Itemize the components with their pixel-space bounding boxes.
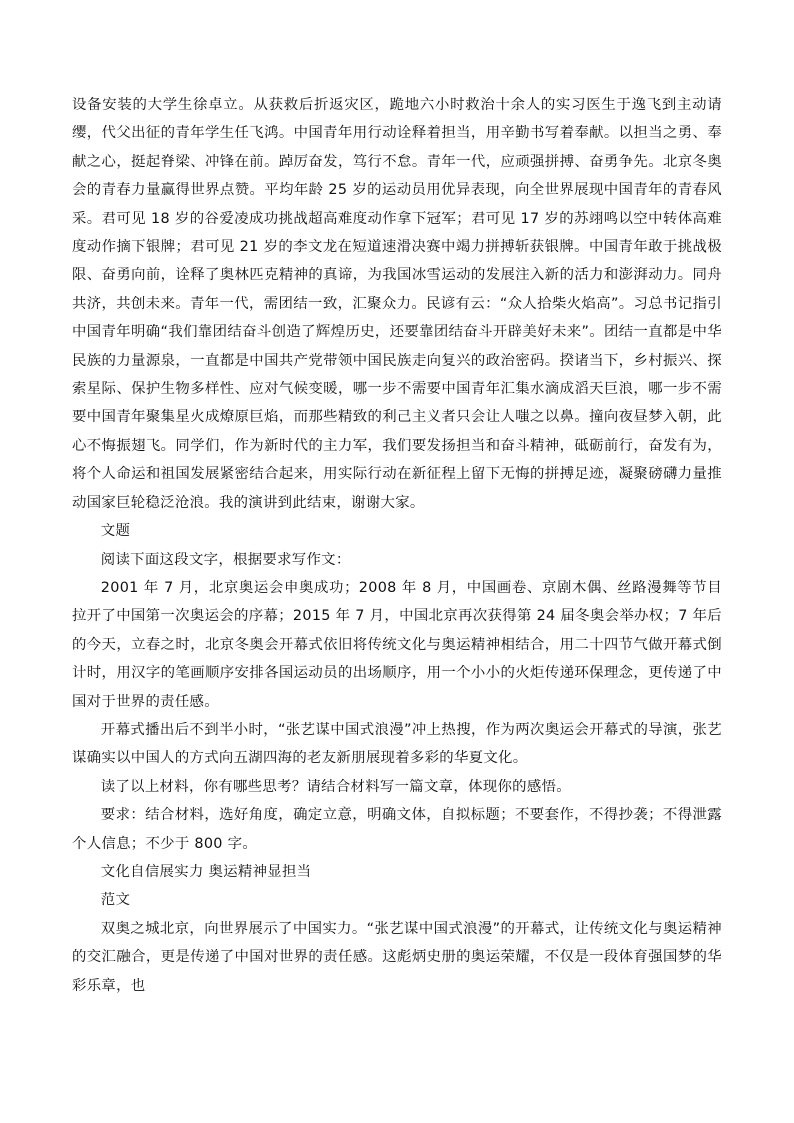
instruction-paragraph: 阅读下面这段文字，根据要求写作文： <box>100 551 351 568</box>
question-paragraph: 读了以上材料，你有哪些思考？请结合材料写一篇文章，体现你的感悟。 <box>100 778 571 795</box>
sample-essay-paragraph: 双奥之城北京，向世界展示了中国实力。“张艺谋中国式浪漫”的开幕式，让传统文化与奥运精神的交汇融合，更是传递了中国对世界的责任感。这彪炳史册的奥运荣耀，不仅是一段体育强国梦的华彩乐章，也 <box>72 920 722 994</box>
section-heading-prompt: 文题 <box>100 523 131 540</box>
requirements-paragraph: 要求：结合材料，选好角度，确定立意，明确文体，自拟标题；不要套作，不得抄袭；不得泄露个人信息；不少于 800 字。 <box>72 807 722 852</box>
material-paragraph-director: 开幕式播出后不到半小时，“张艺谋中国式浪漫”冲上热搜，作为两次奥运会开幕式的导演，张艺谋确实以中国人的方式向五湖四海的老友新朋展现着多彩的华夏文化。 <box>72 721 722 767</box>
document-page <box>72 91 722 1000</box>
speech-continuation-paragraph: 设备安装的大学生徐卓立。从获救后折返灾区，跪地六小时救治十余人的实习医生于逸飞到主动请缨，代父出征的青年学生任飞鸿。中国青年用行动诠释着担当，用辛勤书写着奉献。以担当之勇、奉献之心，挺起脊梁、冲锋在前。踔厉奋发，笃行不怠。青年一代，应顽强拼搏、奋勇争先。北京冬奥会的青春力量赢得世界点赞。平均年龄 25 岁的运动员用优异表现，向全世界展现中国青年的青春风采。君可见 18 岁的谷爱凌成功挑战超高难度动作拿下冠军；君可见 17 岁的苏翊鸣以空中转体高难度动作摘下银牌；君可见 21 岁的李文龙在短道速滑决赛中竭力拼搏斩获银牌。中国青年敢于挑战极限、奋勇向前，诠释了奥林匹克精神的真谛，为我国冰雪运动的发展注入新的活力和澎湃动力。同舟共济，共创未来。青年一代，需团结一致，汇聚众力。民谚有云：“众人拾柴火焰高”。习总书记指引中国青年明确“我们靠团结奋斗创造了辉煌历史，还要靠团结奋斗开辟美好未来”。团结一直都是中华民族的力量源泉，一直都是中国共产党带领中国民族走向复兴的政治密码。揆诸当下，乡村振兴、探索星际、保护生物多样性、应对气候变暖，哪一步不需要中国青年汇集水滴成滔天巨浪，哪一步不需要中国青年聚集星火成燎原巨焰，而那些精致的利己主义者只会让人嗤之以鼻。撞向夜昼梦入朝，此心不悔振翅飞。同学们，作为新时代的主力军，我们要发扬担当和奋斗精神，砥砺前行，奋发有为，将个人命运和祖国发展紧密结合起来，用实际行动在新征程上留下无悔的拼搏足迹，凝聚磅礴力量推动国家巨轮稳泛沧浪。我的演讲到此结束，谢谢大家。 <box>72 97 722 511</box>
material-paragraph-history: 2001 年 7 月，北京奥运会申奥成功；2008 年 8 月，中国画卷、京剧木偶、丝路漫舞等节目拉开了中国第一次奥运会的序幕；2015 年 7 月，中国北京再次获得第 24 届冬奥会举办权；7 年后的今天，立春之时，北京冬奥会开幕式依旧将传统文化与奥运精神相结合，用二十四节气做开幕式倒计时，用汉字的笔画顺序安排各国运动员的出场顺序，用一个小小的火炬传递环保理念，更传递了中国对于世界的责任感。 <box>72 579 722 710</box>
essay-title: 文化自信展实力 奥运精神显担当 <box>100 863 312 880</box>
section-heading-sample: 范文 <box>100 892 131 909</box>
